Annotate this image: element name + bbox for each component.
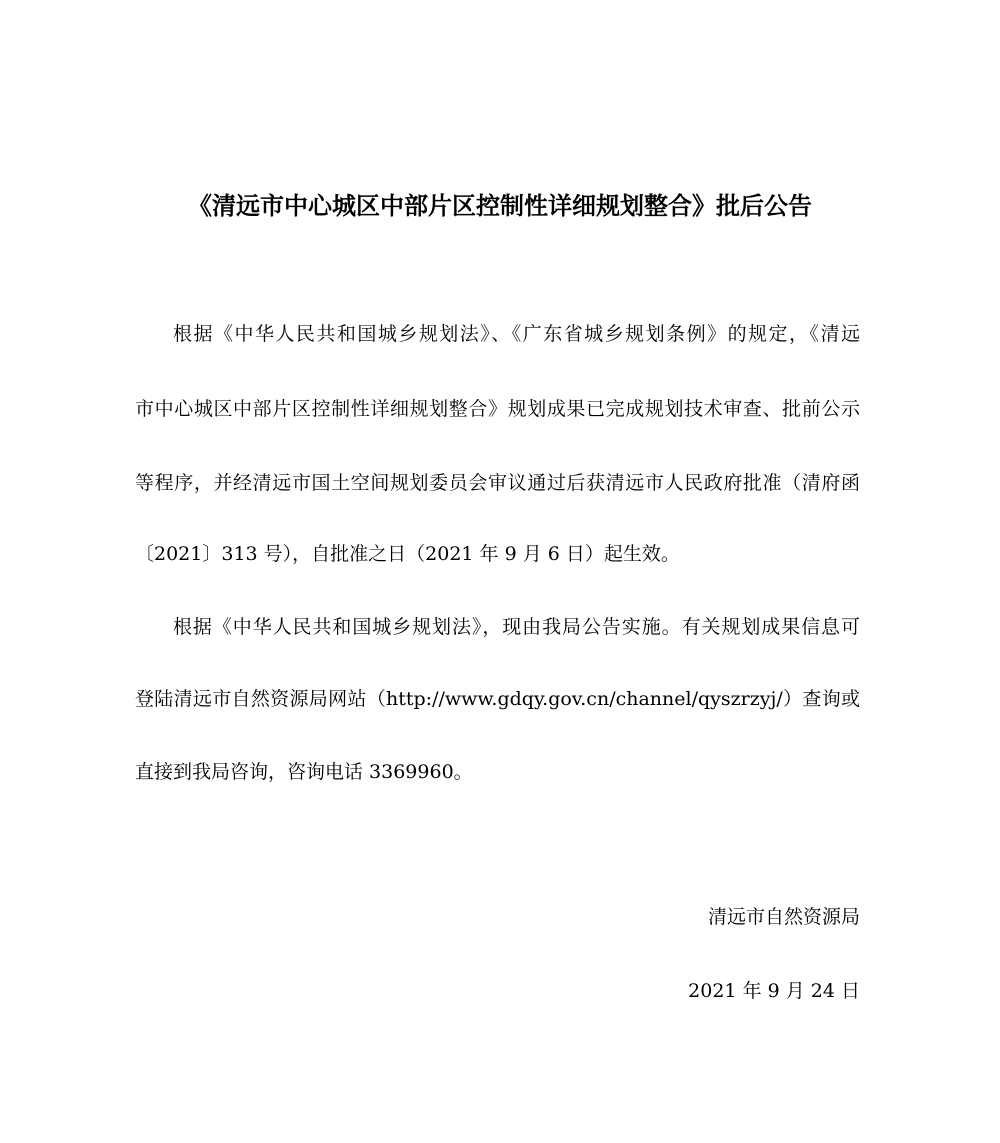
paragraph-1-line-2: 市中心城区中部片区控制性详细规划整合》规划成果已完成规划技术审查、批前公示 — [135, 398, 860, 420]
paragraph-2-line-3: 直接到我局咨询，咨询电话 3369960。 — [135, 761, 473, 783]
paragraph-1-line-3: 等程序，并经清远市国土空间规划委员会审议通过后获清远市人民政府批准（清府函 — [135, 472, 860, 494]
signature-date: 2021 年 9 月 24 日 — [688, 980, 860, 1002]
paragraph-2-line-2: 登陆清远市自然资源局网站（http://www.gdqy.gov.cn/channel/qyszrzyj/）查询或 — [135, 688, 860, 710]
signature-issuer: 清远市自然资源局 — [707, 906, 860, 928]
page-title: 《清远市中心城区中部片区控制性详细规划整合》批后公告 — [188, 191, 812, 220]
paragraph-1-line-1: 根据《中华人民共和国城乡规划法》、《广东省城乡规划条例》的规定，《清远 — [173, 323, 860, 345]
paragraph-1-line-4: 〔2021〕313 号），自批准之日（2021 年 9 月 6 日）起生效。 — [135, 543, 680, 565]
paragraph-2-line-1: 根据《中华人民共和国城乡规划法》，现由我局公告实施。有关规划成果信息可 — [173, 616, 860, 638]
